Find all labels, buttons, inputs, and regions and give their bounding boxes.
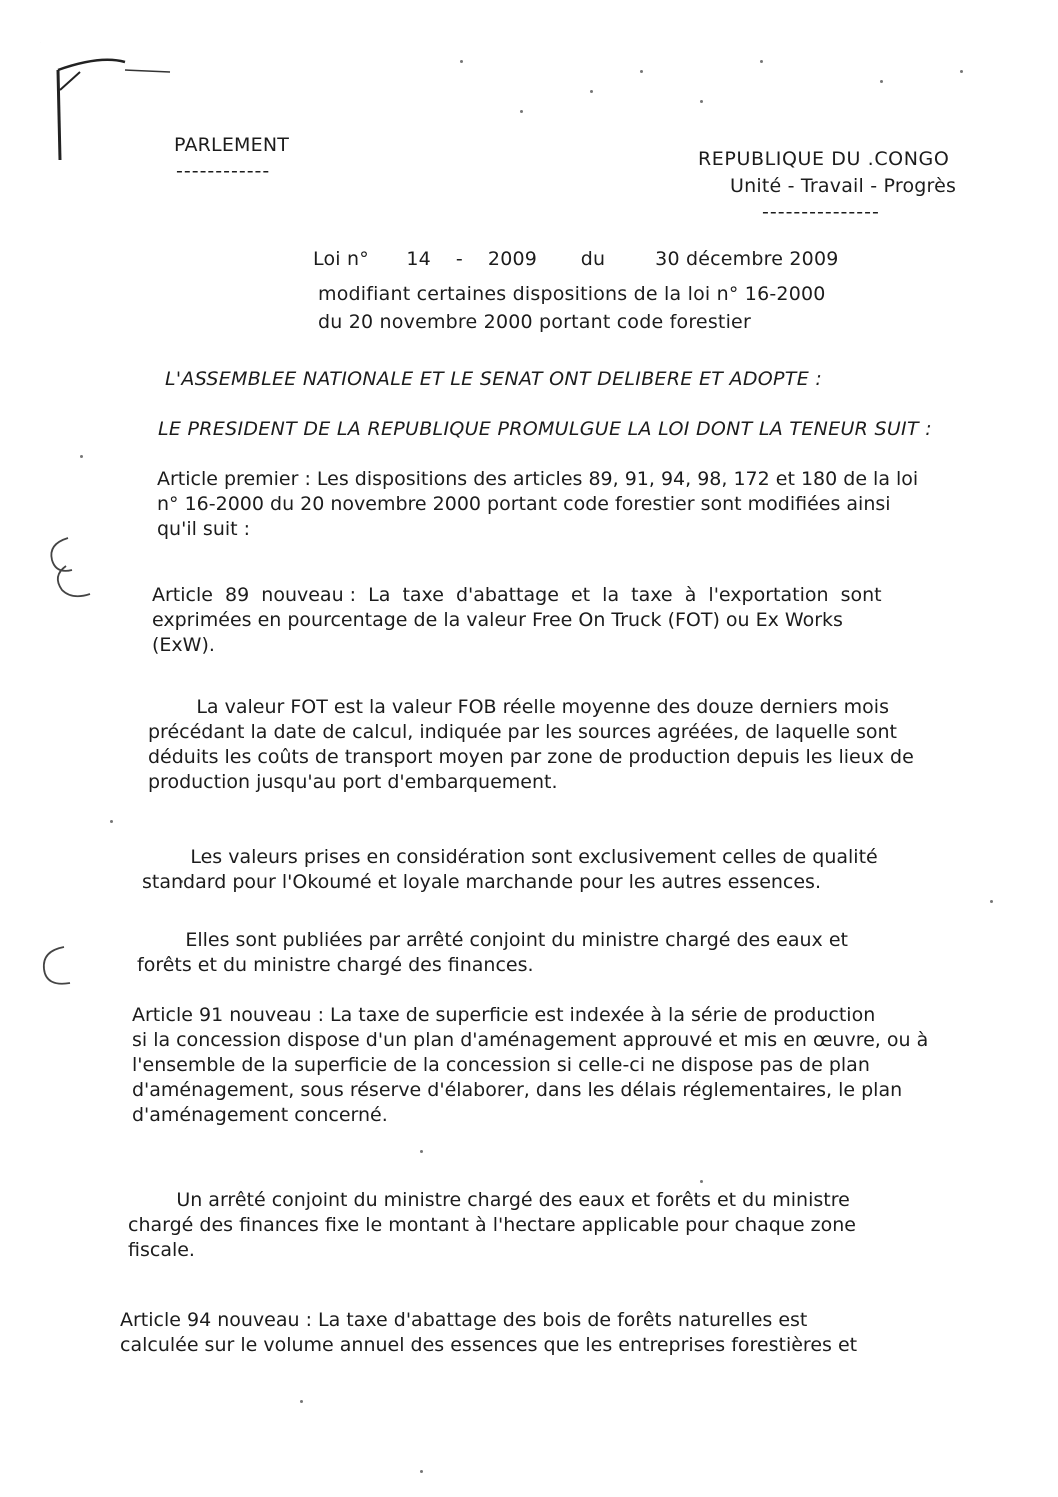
paragraph-line: l'ensemble de la superficie de la concession si celle-ci ne dispose pas de plan xyxy=(132,1054,870,1076)
article-94 xyxy=(120,1308,960,1358)
article-89 xyxy=(152,583,977,658)
paragraph-line: Article 94 nouveau : La taxe d'abattage des bois de forêts naturelles est xyxy=(120,1309,808,1331)
paragraph-line: précédant la date de calcul, indiquée par les sources agréées, de laquelle sont xyxy=(148,721,897,743)
paragraph-line: d'aménagement concerné. xyxy=(132,1104,388,1126)
paragraph-line: La valeur FOT est la valeur FOB réelle moyenne des douze derniers mois xyxy=(148,696,889,718)
article-89-fot-definition xyxy=(148,695,973,795)
paragraph-line: Article premier : Les dispositions des articles 89, 91, 94, 98, 172 et 180 de la loi xyxy=(157,468,919,490)
article-91 xyxy=(132,1003,968,1128)
republic-motto: Unité - Travail - Progrès xyxy=(730,175,957,197)
paragraph-line: exprimées en pourcentage de la valeur Free On Truck (FOT) ou Ex Works xyxy=(152,609,843,631)
paragraph-line: fiscale. xyxy=(128,1239,195,1261)
law-number-line: Loi n° 14 - 2009 du 30 décembre 2009 xyxy=(313,248,839,270)
republic-title: REPUBLIQUE DU .CONGO xyxy=(698,148,950,170)
paragraph-line: chargé des finances fixe le montant à l'hectare applicable pour chaque zone xyxy=(128,1214,856,1236)
paragraph-line: d'aménagement, sous réserve d'élaborer, dans les délais réglementaires, le plan xyxy=(132,1079,903,1101)
parliament-title: PARLEMENT xyxy=(174,134,290,156)
paragraph-line: Article 91 nouveau : La taxe de superficie est indexée à la série de production xyxy=(132,1004,876,1026)
binder-hole-mark xyxy=(38,530,108,610)
scan-corner-mark xyxy=(40,30,180,170)
paragraph-line: production jusqu'au port d'embarquement. xyxy=(148,771,558,793)
assembly-statement: L'ASSEMBLEE NATIONALE ET LE SENAT ONT DELIBERE ET ADOPTE : xyxy=(165,368,823,390)
paragraph-line: qu'il suit : xyxy=(157,518,251,540)
paragraph-line: Les valeurs prises en considération sont exclusivement celles de qualité xyxy=(142,846,878,868)
paragraph-line: déduits les coûts de transport moyen par zone de production depuis les lieux de xyxy=(148,746,914,768)
paragraph-line: forêts et du ministre chargé des finances. xyxy=(137,954,534,976)
paragraph-line: n° 16-2000 du 20 novembre 2000 portant code forestier sont modifiées ainsi xyxy=(157,493,891,515)
parliament-rule: ------------ xyxy=(176,160,271,182)
article-89-quality xyxy=(142,845,972,895)
paragraph-line: (ExW). xyxy=(152,634,215,656)
article-89-publication xyxy=(137,928,967,978)
paragraph-line: si la concession dispose d'un plan d'aménagement approuvé et mis en œuvre, ou à xyxy=(132,1029,929,1051)
law-title-line-1: modifiant certaines dispositions de la loi n° 16-2000 xyxy=(318,283,826,305)
law-title-line-2: du 20 novembre 2000 portant code forestier xyxy=(318,311,751,333)
article-91-arrete xyxy=(128,1188,964,1263)
paragraph-line: calculée sur le volume annuel des essences que les entreprises forestières et xyxy=(120,1334,858,1356)
paragraph-line: Elles sont publiées par arrêté conjoint du ministre chargé des eaux et xyxy=(137,929,848,951)
republic-rule: --------------- xyxy=(762,201,880,223)
president-statement: LE PRESIDENT DE LA REPUBLIQUE PROMULGUE LA LOI DONT LA TENEUR SUIT : xyxy=(158,418,932,440)
paragraph-line: Un arrêté conjoint du ministre chargé des eaux et forêts et du ministre xyxy=(128,1189,850,1211)
article-premier xyxy=(157,467,977,542)
paragraph-line: standard pour l'Okoumé et loyale marchande pour les autres essences. xyxy=(142,871,821,893)
paragraph-line: Article 89 nouveau : La taxe d'abattage et la taxe à l'exportation sont xyxy=(152,584,882,606)
binder-hole-mark-2 xyxy=(30,935,100,1005)
